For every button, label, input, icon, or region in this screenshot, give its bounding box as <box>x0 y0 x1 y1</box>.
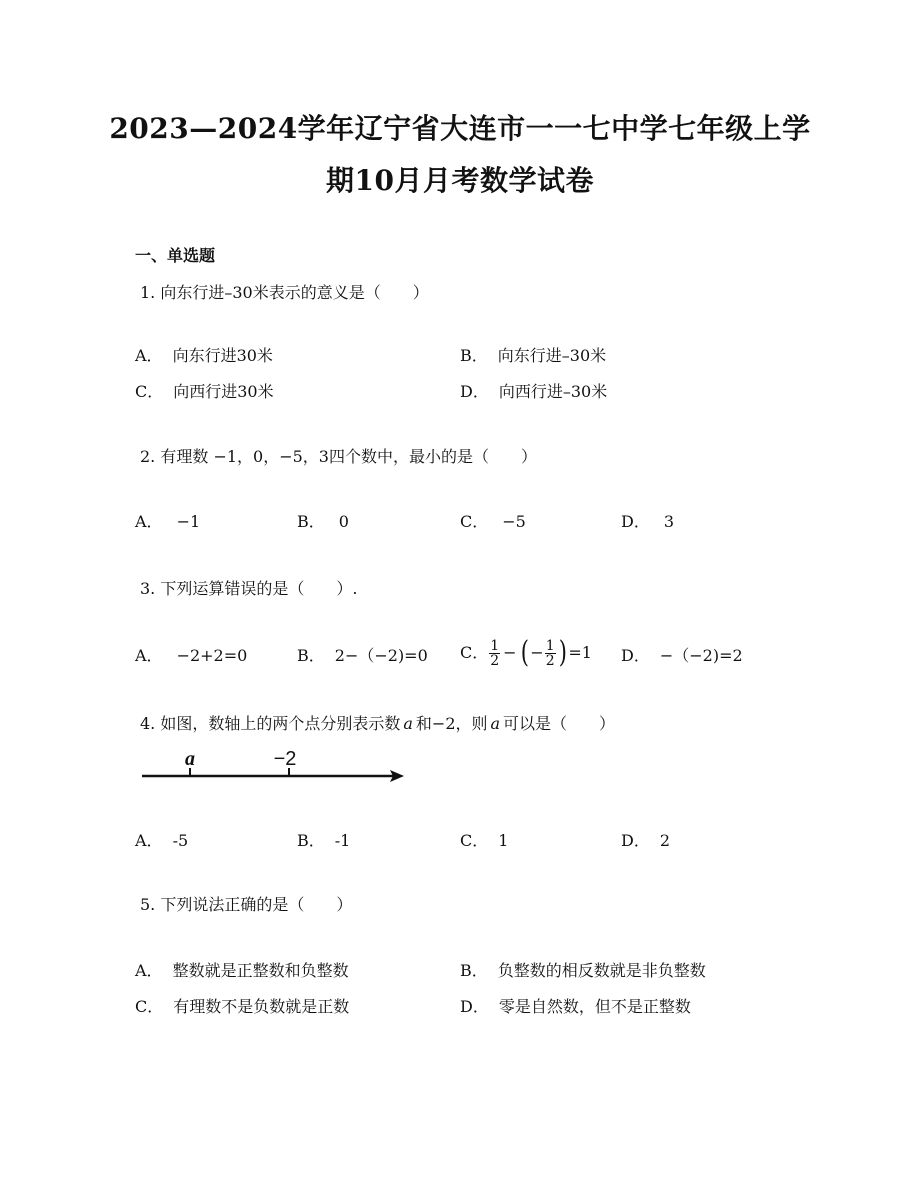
q5-option-b[interactable] <box>460 961 706 981</box>
fraction-numerator: 1 <box>545 637 555 654</box>
option-letter: C． <box>135 997 164 1016</box>
equation-result: =1 <box>568 643 592 662</box>
option-letter: D． <box>621 646 650 665</box>
document-title-line-2: 期10月月考数学试卷 <box>326 164 594 197</box>
q5-option-a[interactable] <box>135 961 349 981</box>
option-text: 向西行进–30米 <box>498 382 608 401</box>
option-text: −（−2)=2 <box>659 646 743 665</box>
option-letter: B． <box>297 831 325 850</box>
option-text: 2 <box>659 831 671 850</box>
q4-option-c[interactable] <box>460 831 508 851</box>
stem-text: 可以是（ ） <box>503 714 616 733</box>
q4-option-d[interactable] <box>621 831 670 851</box>
question-4-stem <box>140 714 615 734</box>
q4-option-b[interactable] <box>297 831 350 851</box>
option-text: -5 <box>172 831 189 850</box>
option-letter: C． <box>460 831 489 850</box>
label-neg2: −2 <box>273 748 297 770</box>
option-text: −5 <box>502 512 526 531</box>
question-1-stem: 1. 向东行进–30米表示的意义是（ ） <box>140 283 429 302</box>
option-letter: B． <box>460 346 488 365</box>
document-title-line-1: 2023—2024学年辽宁省大连市一一七中学七年级上学 <box>109 112 811 145</box>
label-a: a <box>185 748 195 770</box>
option-letter: A． <box>135 831 163 850</box>
fraction-numerator: 1 <box>490 637 500 654</box>
q3-option-d[interactable] <box>621 646 743 666</box>
option-text: 负整数的相反数就是非负整数 <box>497 961 706 980</box>
question-2-stem: 2. 有理数 −1，0，−5，3四个数中，最小的是（ ） <box>140 447 537 466</box>
question-5-stem: 5. 下列说法正确的是（ ） <box>140 895 353 914</box>
option-text: 3 <box>663 512 675 531</box>
section-heading: 一、单选题 <box>135 246 216 265</box>
option-letter: A． <box>135 961 163 980</box>
left-paren: ( <box>520 635 529 670</box>
option-text: −2+2=0 <box>176 646 248 665</box>
option-text: 0 <box>338 512 349 531</box>
right-paren: ) <box>558 635 567 670</box>
q2-option-d[interactable] <box>621 512 674 532</box>
q1-option-b[interactable] <box>460 346 606 366</box>
option-letter: B． <box>460 961 488 980</box>
q1-option-c[interactable] <box>135 382 274 402</box>
option-letter: B． <box>297 512 325 531</box>
stem-text: 4. 如图，数轴上的两个点分别表示数 <box>140 714 401 733</box>
q2-option-a[interactable] <box>135 512 200 532</box>
variable-a: a <box>403 714 413 733</box>
minus-sign: − <box>530 643 544 662</box>
q3-option-c[interactable] <box>460 635 592 670</box>
q1-option-d[interactable] <box>460 382 607 402</box>
fraction-denominator: 2 <box>545 652 555 669</box>
option-letter: D． <box>621 512 650 531</box>
fraction-one-half <box>489 639 500 668</box>
option-text: 零是自然数，但不是正整数 <box>498 997 691 1016</box>
option-text: -1 <box>334 831 351 850</box>
option-letter: B． <box>297 646 325 665</box>
option-letter: A． <box>135 512 163 531</box>
option-letter: D． <box>460 997 489 1016</box>
option-letter: A． <box>135 646 163 665</box>
q4-option-a[interactable] <box>135 831 188 851</box>
number-line-figure <box>138 745 408 790</box>
question-3-stem: 3. 下列运算错误的是（ ）. <box>140 579 358 598</box>
option-text: 整数就是正整数和负整数 <box>172 961 349 980</box>
option-letter: D． <box>621 831 650 850</box>
q2-option-b[interactable] <box>297 512 349 532</box>
option-letter: A． <box>135 346 163 365</box>
option-letter: C． <box>460 643 489 662</box>
q1-option-a[interactable] <box>135 346 273 366</box>
option-text: −1 <box>176 512 201 531</box>
fraction-denominator: 2 <box>490 652 500 669</box>
option-text: 2−（−2)=0 <box>334 646 428 665</box>
option-text: 1 <box>498 831 509 850</box>
q3-option-b[interactable] <box>297 646 428 666</box>
option-letter: C． <box>460 512 489 531</box>
option-text: 有理数不是负数就是正数 <box>173 997 350 1016</box>
q2-option-c[interactable] <box>460 512 526 532</box>
option-letter: C． <box>135 382 164 401</box>
variable-a: a <box>490 714 501 733</box>
option-letter: D． <box>460 382 489 401</box>
option-text: 向西行进30米 <box>173 382 274 401</box>
option-text: 向东行进–30米 <box>497 346 607 365</box>
fraction-one-half <box>545 639 556 668</box>
option-text: 向东行进30米 <box>172 346 273 365</box>
minus-sign: − <box>503 643 517 662</box>
q3-option-a[interactable] <box>135 646 247 666</box>
q5-option-c[interactable] <box>135 997 349 1017</box>
q5-option-d[interactable] <box>460 997 691 1017</box>
stem-text: 和−2，则 <box>415 714 488 733</box>
